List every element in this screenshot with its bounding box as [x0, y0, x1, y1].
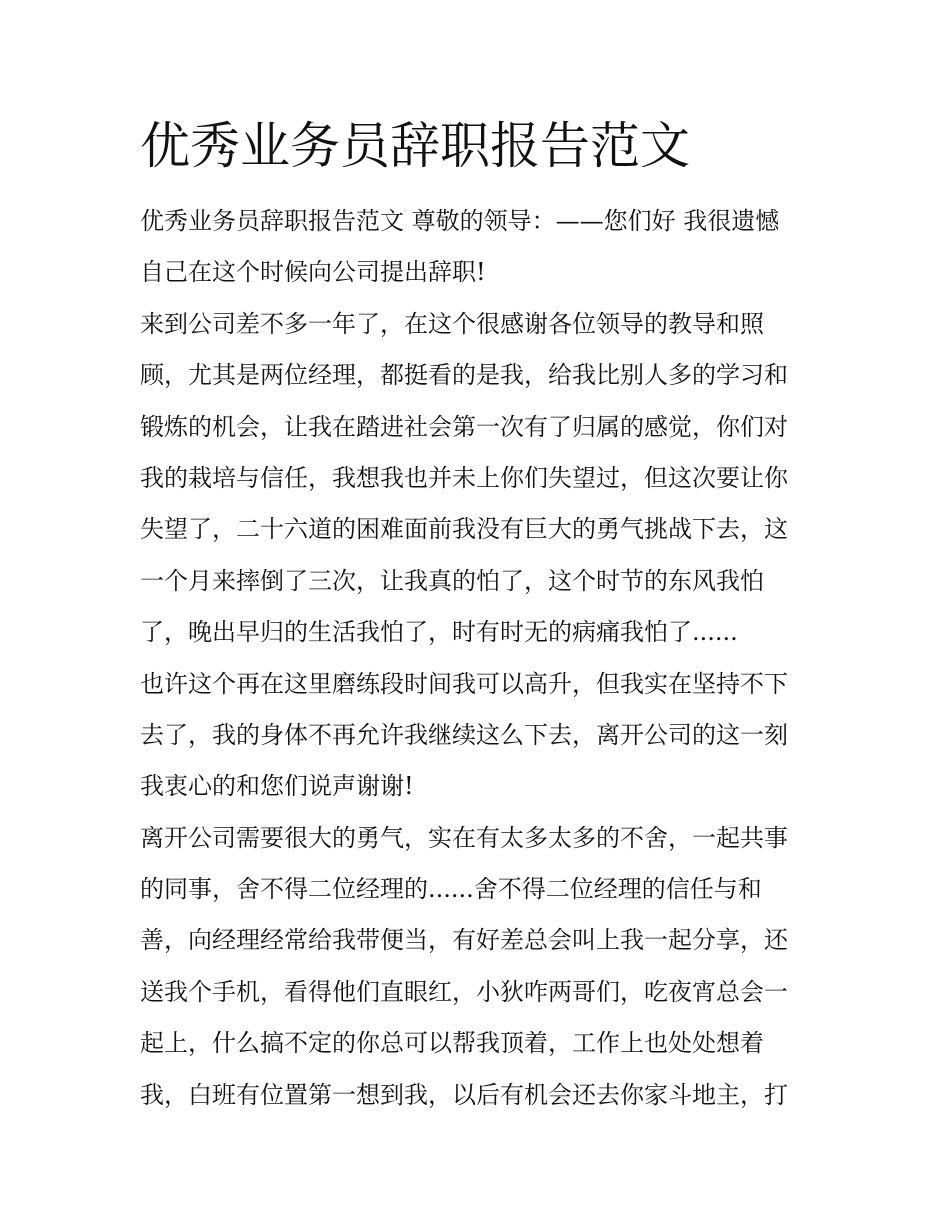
text-line: 优秀业务员辞职报告范文 尊敬的领导：——您们好 我很遗憾 — [140, 207, 780, 235]
text-line: 失望了，二十六道的困难面前我没有巨大的勇气挑战下去，这 — [140, 515, 788, 544]
text-line: 顾，尤其是两位经理，都挺看的是我，给我比别人多的学习和 — [140, 361, 788, 390]
text-line: 我衷心的和您们说声谢谢! — [140, 772, 414, 801]
document-body — [140, 196, 815, 1121]
text-line: 了，晚出早归的生活我怕了，时有时无的病痛我怕了...... — [140, 618, 738, 647]
text-line: 离开公司需要很大的勇气，实在有太多太多的不舍，一起共事 — [140, 823, 788, 852]
text-line: 自己在这个时候向公司提出辞职! — [140, 258, 486, 287]
text-line: 来到公司差不多一年了，在这个很感谢各位领导的教导和照 — [140, 309, 764, 338]
text-line: 我，白班有位置第一想到我，以后有机会还去你家斗地主，打 — [140, 1080, 788, 1109]
document-title: 优秀业务员辞职报告范文 — [140, 117, 690, 175]
text-line: 的同事，舍不得二位经理的......舍不得二位经理的信任与和 — [140, 875, 762, 904]
text-line: 去了，我的身体不再允许我继续这么下去，离开公司的这一刻 — [140, 720, 788, 749]
text-line: 送我个手机，看得他们直眼红，小狄咋两哥们，吃夜宵总会一 — [140, 977, 788, 1006]
text-line: 一个月来摔倒了三次，让我真的怕了，这个时节的东风我怕 — [140, 566, 764, 595]
text-line: 起上，什么搞不定的你总可以帮我顶着，工作上也处处想着 — [140, 1029, 764, 1058]
text-line: 善，向经理经常给我带便当，有好差总会叫上我一起分享，还 — [140, 926, 788, 955]
text-line: 我的栽培与信任，我想我也并未上你们失望过，但这次要让你 — [140, 463, 788, 492]
text-line: 也许这个再在这里磨练段时间我可以高升，但我实在坚持不下 — [140, 669, 788, 698]
text-line: 锻炼的机会，让我在踏进社会第一次有了归属的感觉，你们对 — [140, 412, 788, 441]
